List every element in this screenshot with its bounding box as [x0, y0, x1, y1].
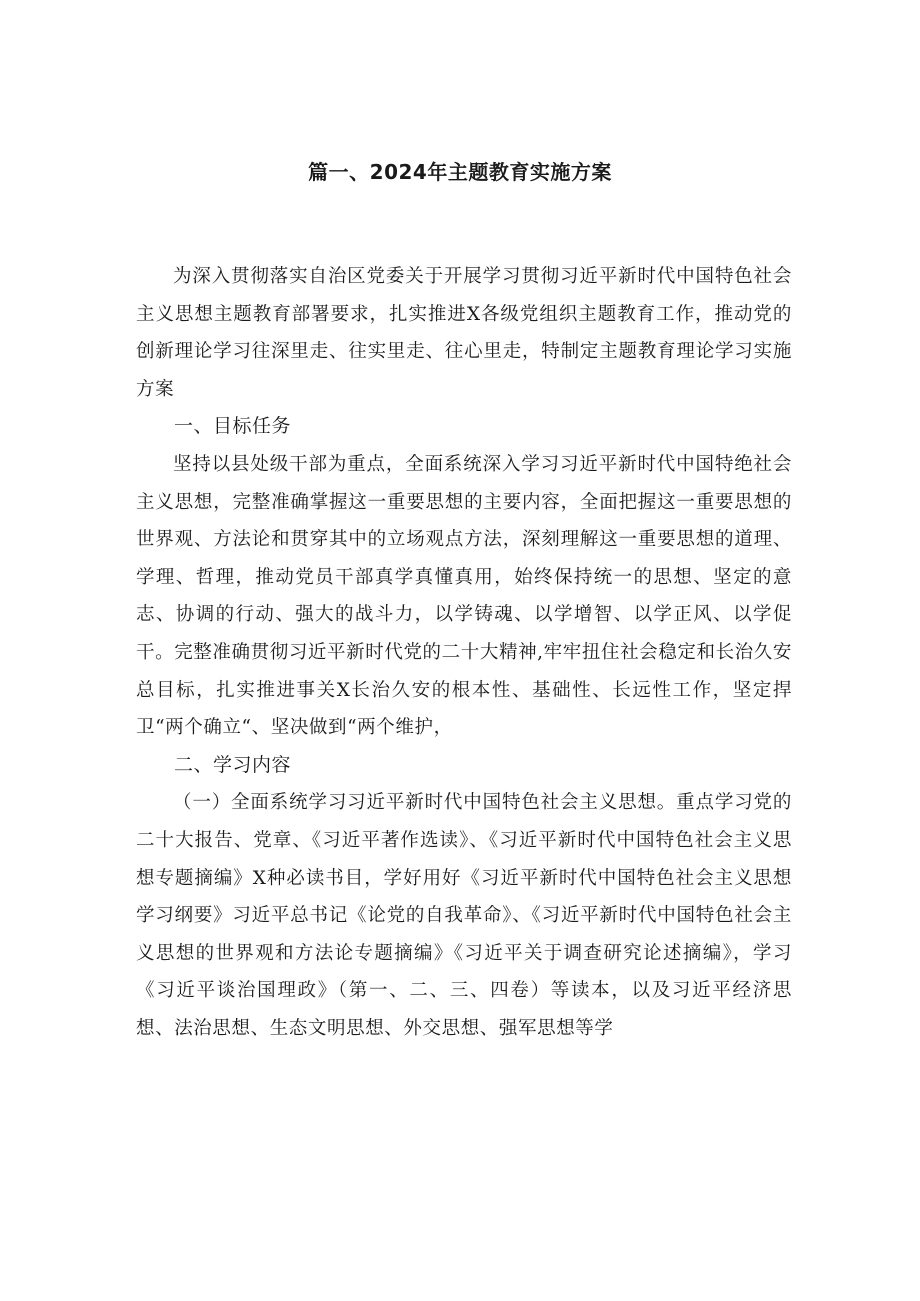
content-paragraph: （一）全面系统学习习近平新时代中国特色社会主义思想。重点学习党的二十大报告、党章、《习近平著作选读》、《习近平新时代中国特色社会主义思想专题摘编》X种必读书目，学好用好《习近平新时代中国特色社会主义思想学习纲要》习近平总书记《论党的自我革命》、《习近平新时代中国特色社会主义思想的世界观和方法论专题摘编》《习近平关于调查研究论述摘编》，学习《习近平谈治国理政》（第一、二、三、四卷）等读本，以及习近平经济思想、法治思想、生态文明思想、外交思想、强军思想等学	[136, 792, 792, 1039]
intro-paragraph: 为深入贯彻落实自治区党委关于开展学习贯彻习近平新时代中国特色社会主义思想主题教育部署要求，扎实推进X各级党组织主题教育工作，推动党的创新理论学习往深里走、往实里走、往心里走，特制定主题教育理论学习实施方案	[136, 266, 792, 400]
document-title: 篇一、2024年主题教育实施方案	[308, 160, 612, 184]
document-body	[136, 258, 792, 1047]
section-heading-goals: 一、目标任务	[174, 415, 292, 438]
section-heading-content: 二、学习内容	[174, 753, 292, 776]
goals-paragraph: 坚持以县处级干部为重点，全面系统深入学习习近平新时代中国特绝社会主义思想，完整准确掌握这一重要思想的主要内容，全面把握这一重要思想的世界观、方法论和贯穿其中的立场观点方法，深刻理解这一重要思想的道理、学理、哲理，推动党员干部真学真懂真用，始终保持统一的思想、坚定的意志、协调的行动、强大的战斗力，以学铸魂、以学增智、以学正风、以学促干。完整准确贯彻习近平新时代党的二十大精神,牢牢扭住社会稳定和长治久安总目标，扎实推进事关X长治久安的根本性、基础性、长远性工作，坚定捍卫“两个确立“、坚决做到“两个维护，	[136, 453, 792, 739]
